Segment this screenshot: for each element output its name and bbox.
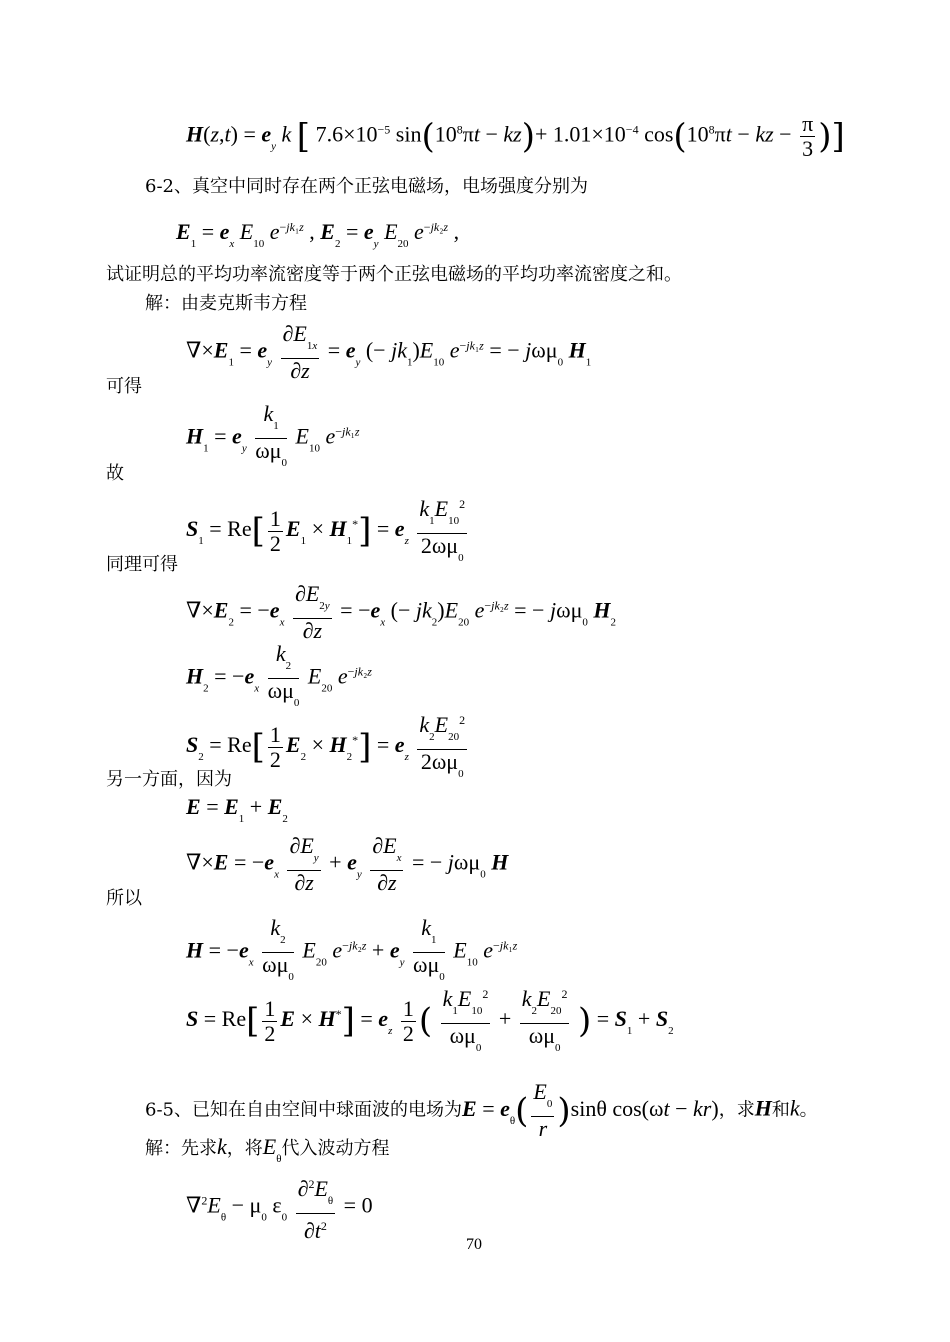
equation-H1: $H_1 = e_y$ $\frac{k_1}{\omega\mu_0}$ $E_{10}$ $e^{-jk_1z}$: [186, 401, 360, 469]
solution-maxwell-label: 解：由麦克斯韦方程: [145, 293, 307, 314]
tongli-label: 同理可得: [106, 554, 178, 575]
equation-S1: $S_1 = Re$[ $\frac{1}{2}$ $E_1 \times H_1^*] = e_z$ $\frac{k_1E_{10}^2}{2\omega\mu_0}$: [186, 492, 470, 570]
problem-6-5-line: [145, 1080, 818, 1141]
problem-6-5-text-a: 6-5、已知在自由空间中球面波的电场为: [145, 1099, 462, 1121]
equation-curl-E: $\nabla\times E = -e_x$ $\frac{\partial E_y}{\partial z}$ + $e_y$ $\frac{\partial E_x}{\partial z}$ = − jωμ$_0$ H: [186, 833, 509, 895]
suoyi-label: 所以: [106, 888, 142, 909]
symbol-k-2: k: [217, 1134, 227, 1159]
solution-6-5-line: [145, 1134, 390, 1172]
symbol-E-theta: $E_\theta$: [262, 1134, 282, 1165]
prove-statement: 试证明总的平均功率流密度等于两个正弦电磁场的平均功率流密度之和。: [106, 264, 682, 285]
equation-curl-E1: $\nabla\times E_1 = e_y$ $\frac{\partial E_{1x}}{\partial z}$ = $e_y$ (− $jk_1)E_{10}$ $e^{-jk_1z}$ = − jωμ$_0$ $H_1$: [186, 321, 592, 383]
problem-6-5-text-b: ，求: [718, 1099, 755, 1121]
page-number: 70: [466, 1236, 482, 1253]
equation-S2: $S_2 = Re$[ $\frac{1}{2}$ $E_2 \times H_2^*] = e_z$ $\frac{k_2E_{20}^2}{2\omega\mu_0}$: [186, 708, 470, 786]
equation-wave: $\nabla^2E_\theta - \mu_0$ $\varepsilon_0$ $\frac{\partial^2E_\theta}{\partial t^2}$ = 0: [186, 1172, 373, 1243]
equation-H-total: $H = -e_x$ $\frac{k_2}{\omega\mu_0}$ $E_{20}$ $e^{-jk_2z} + e_y$ $\frac{k_1}{\omega\mu_0}$ $E_{10}$ $e^{-jk_1z}$: [186, 915, 518, 983]
solution-6-5-text-c: 代入波动方程: [281, 1138, 390, 1159]
lingyi-label: 另一方面，因为: [106, 769, 232, 790]
solution-6-5-text-a: 解：先求: [145, 1138, 217, 1159]
equation-H-zt: $H(z,t) = e_y$ k [ $7.6\times 10^{-5}$ $\sin(10^8\pi t - kz)+ 1.01\times 10^{-4}$ $\cos(10^8\pi t$ − kz − $\frac{\pi}{3}$ )]: [186, 111, 845, 161]
problem-6-2-statement: 6-2、真空中同时存在两个正弦电磁场，电场强度分别为: [145, 176, 588, 197]
symbol-H: H: [754, 1095, 772, 1121]
symbol-k: k: [789, 1095, 800, 1121]
solution-6-5-text-b: ，将: [226, 1138, 263, 1159]
equation-E1-E2: $E_1 = e_x$ $E_{10}$ $e^{-jk_1z}$ , $E_2 = e_y$ $E_{20}$ $e^{-jk_2z}$ ,: [176, 219, 460, 250]
equation-S-total: S = Re[ $\frac{1}{2}$ $E \times H^*] = e_z$ $\frac{1}{2}$ ( $\frac{k_1E_{10}^2}{\omega\mu_0}$ + $\frac{k_2E_{20}^2}{\omega\mu_0}$ ) = $S_1 + S_2$: [186, 982, 674, 1060]
equation-curl-E2: $\nabla\times E_2 = -e_x$ $\frac{\partial E_{2y}}{\partial z}$ = $-e_x$ (− $jk_2)E_{20}$ $e^{-jk_2z}$ = − jωμ$_0$ $H_2$: [186, 581, 616, 643]
gu-label: 故: [106, 463, 124, 484]
equation-E-sum: $E = E_1 + E_2$: [186, 794, 288, 825]
equation-H2: $H_2 = -e_x$ $\frac{k_2}{\omega\mu_0}$ $E_{20}$ $e^{-jk_2z}$: [186, 641, 372, 709]
equation-E-spherical: $E = e_\theta$( $\frac{E_0}{r}$ )sinθ cos(ωt − kr): [462, 1079, 719, 1141]
kede-label: 可得: [106, 376, 142, 397]
problem-6-5-text-c: 和: [771, 1099, 790, 1121]
problem-6-5-text-d: 。: [799, 1099, 818, 1121]
